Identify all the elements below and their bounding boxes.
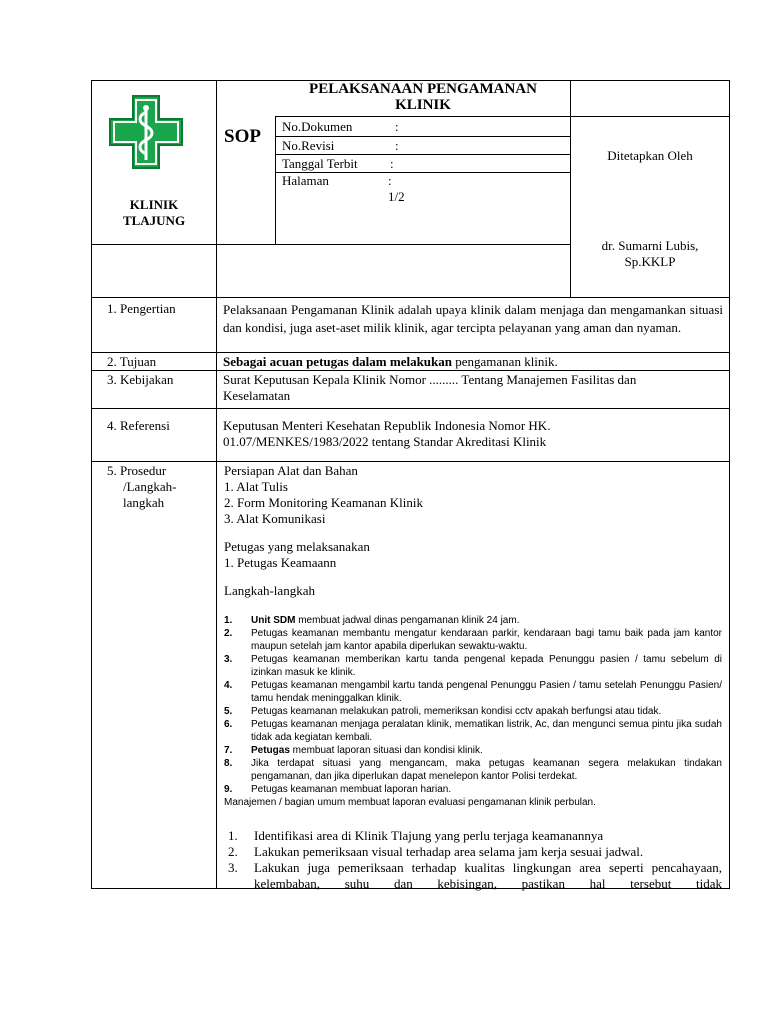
label-referensi: 4. Referensi: [107, 418, 170, 433]
manajemen-text: Manajemen / bagian umum membuat laporan evaluasi pengamanan klinik perbulan.: [224, 797, 596, 808]
sop-label: SOP: [224, 126, 261, 147]
list-item: 1. Identifikasi area di Klinik Tlajung yang perlu terjaga keamanannya: [228, 828, 604, 843]
kebijakan-text: Surat Keputusan Kepala Klinik Nomor ......... Tentang Manajemen Fasilitas dan: [223, 372, 637, 387]
field-no-dokumen: No.Dokumen :: [282, 119, 399, 134]
field-tanggal-terbit: Tanggal Terbit :: [282, 156, 394, 171]
clinic-logo-icon: [108, 94, 184, 170]
label-prosedur-2: /Langkah-: [123, 479, 177, 494]
list-item: 9. Petugas keamanan membuat laporan harian.: [224, 784, 452, 795]
persiapan-item: 2. Form Monitoring Keamanan Klinik: [224, 495, 423, 510]
list-item: 4. Petugas keamanan mengambil kartu tanda pengenal Penunggu Pasien / tamu setelah Penunggu Pasien/ tamu hendak meninggalkan klinik.: [224, 680, 722, 704]
list-item: 2. Lakukan pemeriksaan visual terhadap area selama jam kerja sesuai jadwal.: [228, 844, 644, 859]
field-halaman: Halaman : 1/2: [282, 173, 405, 204]
signer-title: Sp.KKLP: [624, 254, 676, 269]
list-item: 5. Petugas keamanan melakukan patroli, memeriksan kondisi cctv apakah berfungsi atau tidak.: [224, 706, 662, 717]
list-item: 2. Petugas keamanan membantu mengatur kendaraan parkir, kendaraan bagi tamu baik pada jam kantor maupun setelah jam kantor apabila diperlukan sewaktu-waktu.: [224, 628, 722, 652]
label-pengertian: 1. Pengertian: [107, 301, 176, 316]
list-item: 3. Petugas keamanan memberikan kartu tanda pengenal kepada Penunggu pasien / tamu sebelum di izinkan masuk ke klinik.: [224, 654, 722, 678]
langkah-title: Langkah-langkah: [224, 583, 315, 598]
petugas-title: Petugas yang melaksanakan: [224, 539, 370, 554]
ditetapkan-oleh: Ditetapkan Oleh: [607, 148, 693, 163]
persiapan-item: 3. Alat Komunikasi: [224, 511, 326, 526]
kebijakan-text-2: Keselamatan: [223, 388, 291, 403]
referensi-text: Keputusan Menteri Kesehatan Republik Indonesia Nomor HK.: [223, 418, 551, 433]
list-item: 6. Petugas keamanan menjaga peralatan klinik, mematikan listrik, Ac, dan mengunci semua pintu jika sudah tidak ada kegiatan kembali.: [224, 719, 722, 743]
list-item: 3. Lakukan juga pemeriksaan terhadap kualitas lingkungan area seperti pencahayaan, kelembaban, suhu dan kebisingan, pastikan hal tersebut tidak: [228, 860, 722, 891]
persiapan-title: Persiapan Alat dan Bahan: [224, 463, 358, 478]
signer-name: dr. Sumarni Lubis,: [601, 238, 699, 253]
label-prosedur-3: langkah: [123, 495, 165, 510]
persiapan-item: 1. Alat Tulis: [224, 479, 288, 494]
petugas-item: 1. Petugas Keamaann: [224, 555, 337, 570]
field-no-revisi: No.Revisi :: [282, 138, 399, 153]
referensi-text-2: 01.07/MENKES/1983/2022 tentang Standar Akreditasi Klinik: [223, 434, 547, 449]
label-prosedur: 5. Prosedur: [107, 463, 167, 478]
list-item: 1. Unit SDM membuat jadwal dinas pengamanan klinik 24 jam.: [224, 615, 520, 626]
label-tujuan: 2. Tujuan: [107, 354, 157, 369]
pengertian-text: Pelaksanaan Pengamanan Klinik adalah upaya klinik dalam menjaga dan mengamankan situasi dan kondisi, juga aset-aset milik klinik, agar tercipta pelayanan yang aman dan nyaman.: [223, 302, 723, 335]
clinic-name-2: TLAJUNG: [122, 213, 186, 228]
list-item: 8. Jika terdapat situasi yang mengancam, maka petugas keamanan segera melakukan tindakan pengamanan, dan jika diperlukan dapat menelepon kantor Polisi terdekat.: [224, 758, 722, 782]
document-title: PELAKSANAAN PENGAMANAN: [309, 81, 537, 97]
label-kebijakan: 3. Kebijakan: [107, 372, 174, 387]
tujuan-text: Sebagai acuan petugas dalam melakukan pengamanan klinik.: [223, 354, 558, 369]
document-title-2: KLINIK: [395, 97, 451, 113]
clinic-name: KLINIK: [129, 197, 179, 212]
list-item: 7. Petugas membuat laporan situasi dan kondisi klinik.: [224, 745, 483, 756]
